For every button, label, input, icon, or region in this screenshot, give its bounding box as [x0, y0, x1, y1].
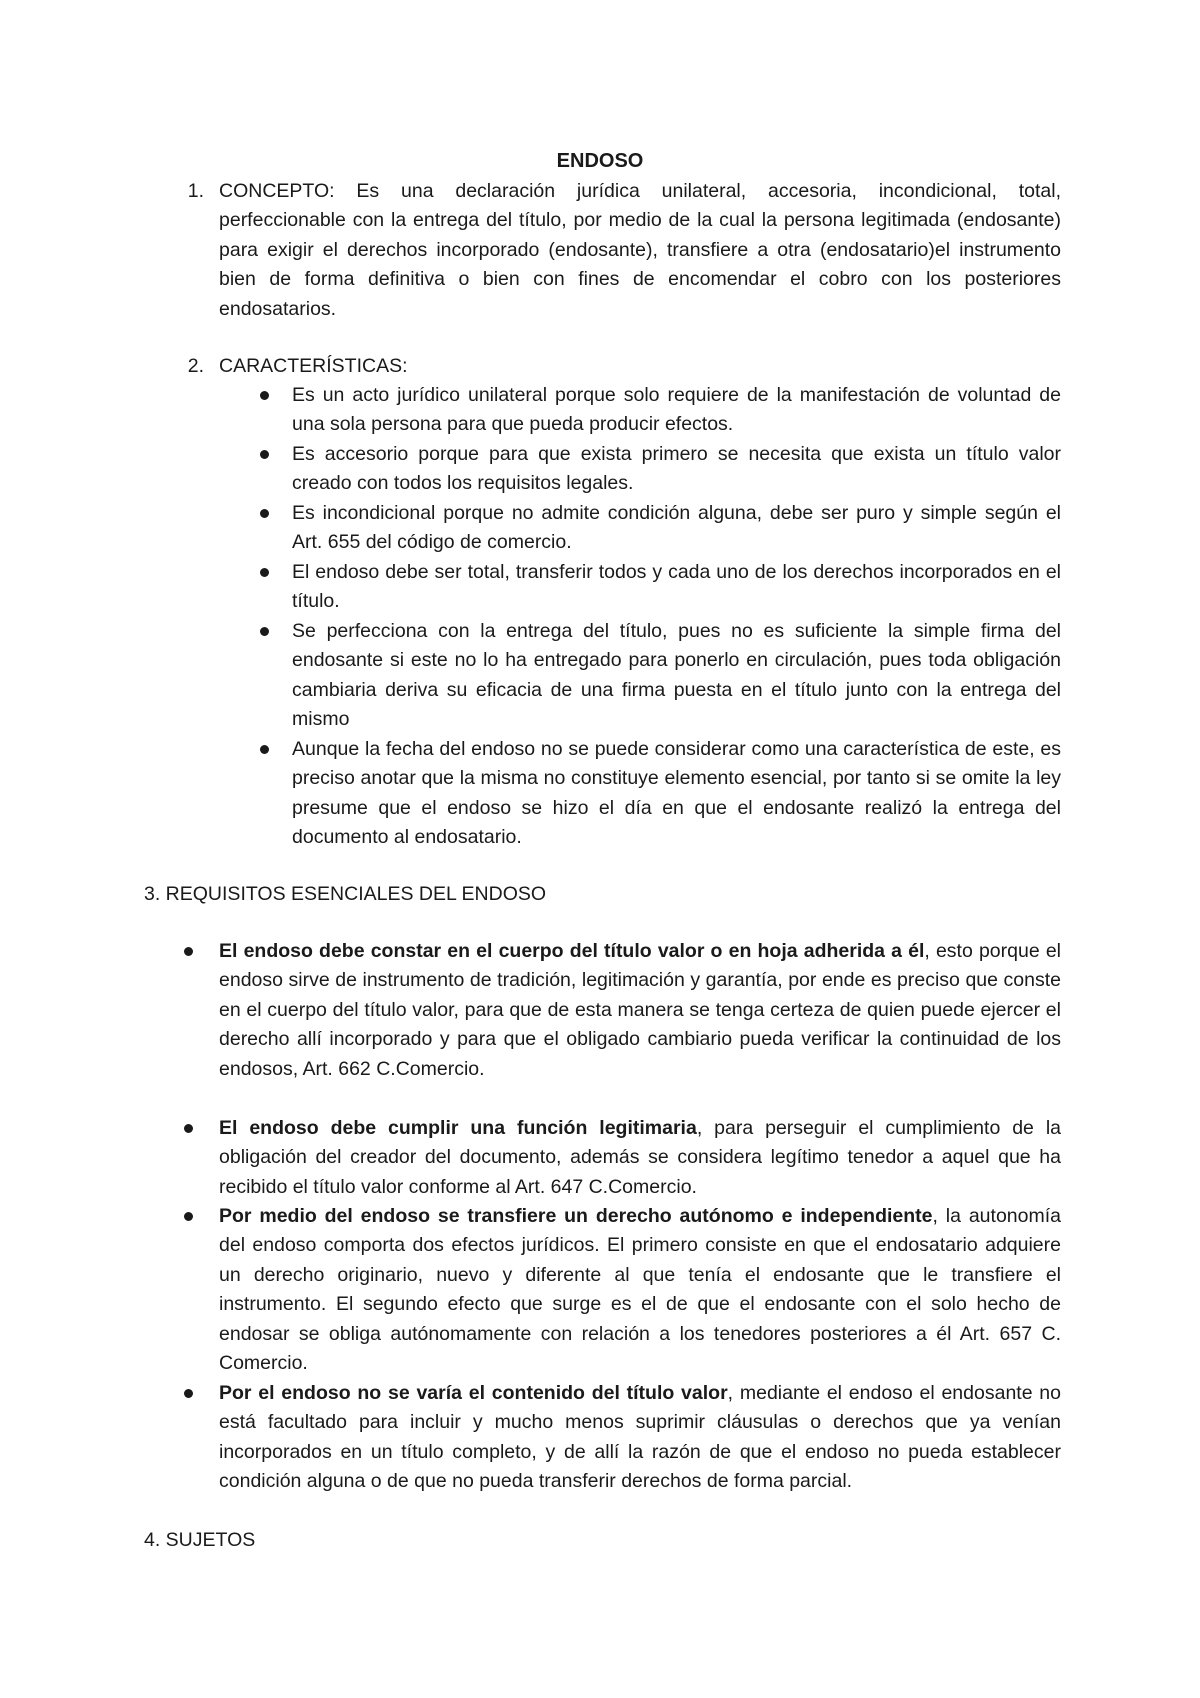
section-2-number: 2. — [187, 355, 204, 377]
requirement-title: El endoso debe constar en el cuerpo del título valor o en hoja adherida a él — [219, 940, 925, 962]
characteristic-item: Se perfecciona con la entrega del título, pues no es suficiente la simple firma del endosante si este no lo ha entregado para ponerlo en circulación, pues toda obligación cambiaria deriva su eficacia de una firma puesta en el título junto con la entrega del mismo — [292, 620, 1061, 731]
bullet-icon — [260, 509, 269, 518]
characteristic-item: Es accesorio porque para que exista primero se necesita que exista un título valor creado con todos los requisitos legales. — [292, 443, 1061, 495]
requirement-item — [219, 1379, 1061, 1497]
requirement-title: Por medio del endoso se transfiere un derecho autónomo e independiente — [219, 1205, 933, 1227]
section-3-heading: 3. REQUISITOS ESENCIALES DEL ENDOSO — [144, 883, 547, 905]
requirement-text: , la autonomía del endoso comporta dos efectos jurídicos. El primero consiste en que el endosatario adquiere un derecho originario, nuevo y diferente al que tenía el endosante que le transfiere el instrumento. El segundo efecto que surge es el de que el endosante con el solo hecho de endosar se obliga autónomamente con relación a los tenedores posteriores a él Art. 657 C. Comercio. — [219, 1205, 1061, 1375]
bullet-icon — [184, 1212, 193, 1221]
requirement-title: El endoso debe cumplir una función legitimaria — [219, 1117, 697, 1139]
section-1-number: 1. — [187, 180, 204, 202]
requirement-item — [219, 1202, 1061, 1378]
bullet-icon — [184, 1124, 193, 1133]
bullet-icon — [260, 745, 269, 754]
requirement-text: , para perseguir el cumplimiento de la obligación del creador del documento, además se considera legítimo tenedor a aquel que ha recibido el título valor conforme al Art. 647 C.Comercio. — [219, 1117, 1061, 1198]
requirement-item — [219, 1114, 1061, 1202]
bullet-icon — [260, 568, 269, 577]
document-title: ENDOSO — [556, 150, 644, 172]
section-2-heading: CARACTERÍSTICAS: — [219, 355, 408, 377]
section-1-concept: CONCEPTO: Es una declaración jurídica unilateral, accesoria, incondicional, total, perfeccionable con la entrega del título, por medio de la cual la persona legitimada (endosante) para exigir el derechos incorporado (endosante), transfiere a otra (endosatario)el instrumento bien de forma definitiva o bien con fines de encomendar el cobro con los posteriores endosatarios. — [219, 180, 1061, 320]
bullet-icon — [260, 450, 269, 459]
bullet-icon — [260, 627, 269, 636]
requirement-item — [219, 937, 1061, 1084]
characteristic-item: El endoso debe ser total, transferir todos y cada uno de los derechos incorporados en el título. — [292, 561, 1061, 613]
characteristic-item: Aunque la fecha del endoso no se puede considerar como una característica de este, es preciso anotar que la misma no constituye elemento esencial, por tanto si se omite la ley presume que el endoso se hizo el día en que el endosante realizó la entrega del documento al endosatario. — [292, 738, 1061, 849]
characteristic-item: Es incondicional porque no admite condición alguna, debe ser puro y simple según el Art. 655 del código de comercio. — [292, 502, 1061, 554]
characteristic-item: Es un acto jurídico unilateral porque solo requiere de la manifestación de voluntad de una sola persona para que pueda producir efectos. — [292, 384, 1061, 436]
bullet-icon — [260, 391, 269, 400]
requirement-text: , mediante el endoso el endosante no está facultado para incluir y mucho menos suprimir cláusulas o derechos que ya venían incorporados en un título completo, y de allí la razón de que el endoso no pueda establecer condición alguna o de que no pueda transferir derechos de forma parcial. — [219, 1382, 1062, 1493]
section-4-heading: 4. SUJETOS — [144, 1529, 256, 1551]
requirement-text: , esto porque el endoso sirve de instrumento de tradición, legitimación y garantía, por ende es preciso que conste en el cuerpo del título valor, para que de esta manera se tenga certeza de quien puede ejercer el derecho allí incorporado y para que el obligado cambiario pueda verificar la continuidad de los endosos, Art. 662 C.Comercio. — [219, 940, 1061, 1080]
bullet-icon — [184, 947, 193, 956]
bullet-icon — [184, 1389, 193, 1398]
requirement-title: Por el endoso no se varía el contenido del título valor — [219, 1382, 728, 1404]
